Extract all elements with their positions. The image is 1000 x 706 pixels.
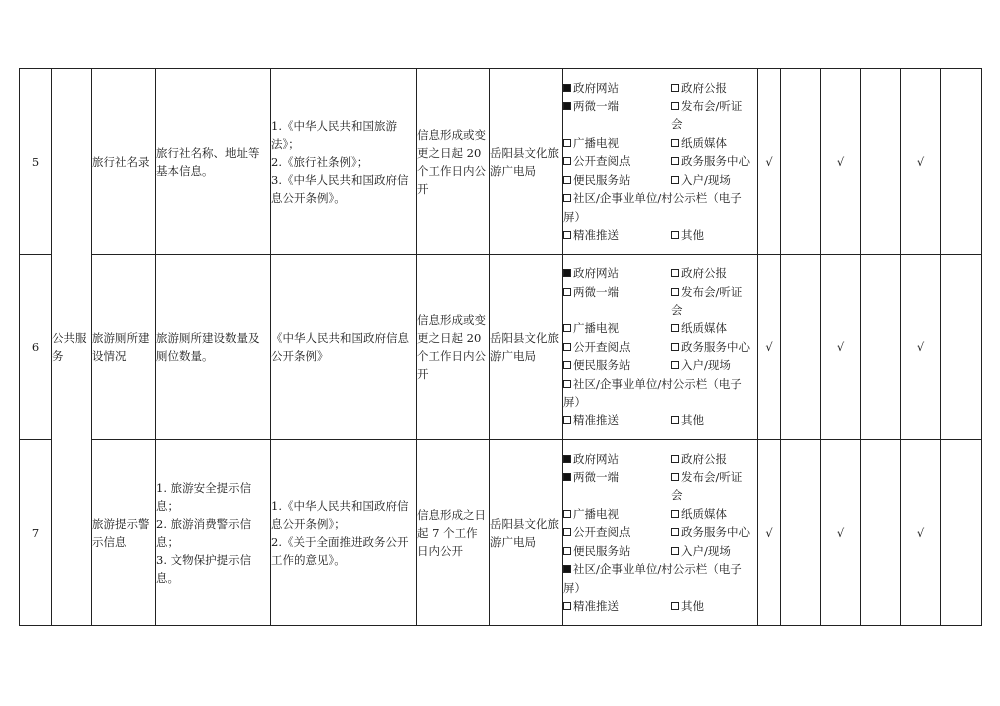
channel-label: 政务服务中心 <box>681 339 750 354</box>
unchecked-box-icon <box>671 84 679 92</box>
mark-cell: √ <box>758 69 781 255</box>
channel-label: 发布会/听证会 <box>671 99 743 132</box>
channel-option <box>671 319 753 337</box>
channel-option <box>563 542 671 560</box>
time-limit-cell: 信息形成或变更之日起 20 个工作日内公开 <box>417 69 490 255</box>
channel-label: 纸质媒体 <box>681 321 727 336</box>
channel-option <box>563 338 671 356</box>
channel-label: 社区/企事业单位/村公示栏（电子屏） <box>563 191 742 224</box>
channel-option <box>671 338 753 356</box>
row-number: 6 <box>20 255 52 440</box>
channel-option <box>563 152 671 170</box>
channel-label: 公开查阅点 <box>573 525 631 540</box>
subject-cell: 岳阳县文化旅游广电局 <box>490 255 563 440</box>
content-cell: 旅游厕所建设数量及厕位数量。 <box>156 255 271 440</box>
unchecked-box-icon <box>563 528 571 536</box>
unchecked-box-icon <box>563 343 571 351</box>
content-cell: 旅行社名称、地址等基本信息。 <box>156 69 271 255</box>
channel-option <box>563 79 671 97</box>
unchecked-box-icon <box>671 157 679 165</box>
mark-cell: √ <box>758 440 781 626</box>
channels-cell <box>563 69 758 255</box>
channel-label: 便民服务站 <box>573 358 631 373</box>
channel-label: 政府公报 <box>681 451 727 466</box>
row-number: 5 <box>20 69 52 255</box>
item-cell: 旅游提示警示信息 <box>92 440 156 626</box>
channel-option <box>563 468 671 505</box>
unchecked-box-icon <box>563 416 571 424</box>
channel-option <box>563 523 671 541</box>
unchecked-box-icon <box>563 176 571 184</box>
channel-option <box>671 505 753 523</box>
channel-list <box>563 79 757 245</box>
checked-box-icon <box>563 473 571 481</box>
channel-option <box>563 356 671 374</box>
mark-cell: √ <box>758 255 781 440</box>
channels-cell <box>563 255 758 440</box>
channel-option <box>563 319 671 337</box>
mark-cell <box>941 69 982 255</box>
unchecked-box-icon <box>563 231 571 239</box>
channel-option <box>671 542 753 560</box>
channel-option <box>563 505 671 523</box>
disclosure-table <box>19 68 982 626</box>
content-cell: 1. 旅游安全提示信息； 2. 旅游消费警示信息； 3. 文物保护提示信息。 <box>156 440 271 626</box>
item-cell: 旅游厕所建设情况 <box>92 255 156 440</box>
channels-cell <box>563 440 758 626</box>
channel-label: 公开查阅点 <box>573 339 631 354</box>
mark-cell <box>781 255 821 440</box>
checked-box-icon <box>563 102 571 110</box>
category-cell: 公共服务 <box>52 69 92 626</box>
channel-label: 广播电视 <box>573 506 619 521</box>
channel-label: 政府公报 <box>681 266 727 281</box>
mark-cell <box>941 255 982 440</box>
channel-label: 精准推送 <box>573 227 619 242</box>
channel-label: 入户/现场 <box>681 172 731 187</box>
unchecked-box-icon <box>671 231 679 239</box>
channel-label: 政务服务中心 <box>681 525 750 540</box>
unchecked-box-icon <box>671 602 679 610</box>
channel-label: 其他 <box>681 598 704 613</box>
unchecked-box-icon <box>563 510 571 518</box>
channel-option <box>563 560 753 597</box>
channel-label: 社区/企事业单位/村公示栏（电子屏） <box>563 562 742 595</box>
unchecked-box-icon <box>671 528 679 536</box>
table-row <box>20 255 982 440</box>
unchecked-box-icon <box>563 547 571 555</box>
channel-option <box>563 411 671 429</box>
channel-option <box>671 134 753 152</box>
unchecked-box-icon <box>671 473 679 481</box>
unchecked-box-icon <box>563 380 571 388</box>
channel-label: 便民服务站 <box>573 543 631 558</box>
channel-option <box>671 171 753 189</box>
channel-option <box>671 264 753 282</box>
unchecked-box-icon <box>671 361 679 369</box>
channel-label: 广播电视 <box>573 321 619 336</box>
subject-cell: 岳阳县文化旅游广电局 <box>490 69 563 255</box>
channel-option <box>563 597 671 615</box>
channel-label: 发布会/听证会 <box>671 284 743 317</box>
channel-option <box>563 450 671 468</box>
channel-option <box>671 523 753 541</box>
mark-cell: √ <box>901 255 941 440</box>
channel-label: 公开查阅点 <box>573 154 631 169</box>
basis-cell: 1.《中华人民共和国政府信息公开条例》； 2.《关于全面推进政务公开工作的意见》。 <box>271 440 417 626</box>
channel-label: 精准推送 <box>573 413 619 428</box>
time-limit-cell: 信息形成之日起 7 个工作日内公开 <box>417 440 490 626</box>
channel-label: 纸质媒体 <box>681 135 727 150</box>
channel-option <box>671 356 753 374</box>
time-limit-cell: 信息形成或变更之日起 20 个工作日内公开 <box>417 255 490 440</box>
mark-cell: √ <box>901 69 941 255</box>
unchecked-box-icon <box>671 416 679 424</box>
channel-option <box>563 264 671 282</box>
basis-cell: 《中华人民共和国政府信息公开条例》 <box>271 255 417 440</box>
channel-option <box>671 152 753 170</box>
channel-option <box>563 226 671 244</box>
channel-label: 广播电视 <box>573 135 619 150</box>
channel-option <box>671 283 753 320</box>
channel-option <box>563 189 753 226</box>
channel-option <box>563 134 671 152</box>
channel-list <box>563 450 757 616</box>
channel-option <box>671 79 753 97</box>
checked-box-icon <box>563 84 571 92</box>
channel-label: 政务服务中心 <box>681 154 750 169</box>
unchecked-box-icon <box>563 194 571 202</box>
channel-label: 政府网站 <box>573 80 619 95</box>
channel-label: 入户/现场 <box>681 358 731 373</box>
channel-label: 政府网站 <box>573 451 619 466</box>
checked-box-icon <box>563 269 571 277</box>
channel-option <box>563 171 671 189</box>
unchecked-box-icon <box>563 288 571 296</box>
table-row <box>20 69 982 255</box>
unchecked-box-icon <box>671 176 679 184</box>
channel-option <box>563 283 671 320</box>
channel-option <box>671 97 753 134</box>
channel-label: 精准推送 <box>573 598 619 613</box>
mark-cell: √ <box>821 255 861 440</box>
unchecked-box-icon <box>671 324 679 332</box>
table-row <box>20 440 982 626</box>
unchecked-box-icon <box>671 102 679 110</box>
channel-option <box>671 450 753 468</box>
item-cell: 旅行社名录 <box>92 69 156 255</box>
channel-list <box>563 264 757 430</box>
channel-option <box>671 226 753 244</box>
mark-cell <box>781 440 821 626</box>
mark-cell: √ <box>901 440 941 626</box>
unchecked-box-icon <box>563 361 571 369</box>
checked-box-icon <box>563 455 571 463</box>
subject-cell: 岳阳县文化旅游广电局 <box>490 440 563 626</box>
channel-option <box>563 97 671 134</box>
mark-cell: √ <box>821 69 861 255</box>
unchecked-box-icon <box>563 602 571 610</box>
unchecked-box-icon <box>563 324 571 332</box>
unchecked-box-icon <box>671 288 679 296</box>
unchecked-box-icon <box>563 157 571 165</box>
mark-cell <box>861 440 901 626</box>
unchecked-box-icon <box>671 547 679 555</box>
unchecked-box-icon <box>671 455 679 463</box>
channel-label: 两微一端 <box>573 99 619 114</box>
channel-label: 政府公报 <box>681 80 727 95</box>
checked-box-icon <box>563 565 571 573</box>
unchecked-box-icon <box>563 139 571 147</box>
channel-label: 政府网站 <box>573 266 619 281</box>
basis-cell: 1.《中华人民共和国旅游法》； 2.《旅行社条例》； 3.《中华人民共和国政府信息公开条例》。 <box>271 69 417 255</box>
unchecked-box-icon <box>671 139 679 147</box>
channel-label: 便民服务站 <box>573 172 631 187</box>
mark-cell <box>861 255 901 440</box>
channel-label: 发布会/听证会 <box>671 470 743 503</box>
channel-option <box>563 375 753 412</box>
mark-cell <box>861 69 901 255</box>
channel-label: 两微一端 <box>573 284 619 299</box>
channel-label: 其他 <box>681 227 704 242</box>
channel-label: 社区/企事业单位/村公示栏（电子屏） <box>563 376 742 410</box>
channel-label: 纸质媒体 <box>681 506 727 521</box>
channel-label: 入户/现场 <box>681 543 731 558</box>
channel-label: 其他 <box>681 413 704 428</box>
unchecked-box-icon <box>671 343 679 351</box>
channel-option <box>671 411 753 429</box>
unchecked-box-icon <box>671 269 679 277</box>
row-number: 7 <box>20 440 52 626</box>
mark-cell: √ <box>821 440 861 626</box>
channel-option <box>671 597 753 615</box>
mark-cell <box>941 440 982 626</box>
mark-cell <box>781 69 821 255</box>
channel-option <box>671 468 753 505</box>
unchecked-box-icon <box>671 510 679 518</box>
channel-label: 两微一端 <box>573 470 619 485</box>
